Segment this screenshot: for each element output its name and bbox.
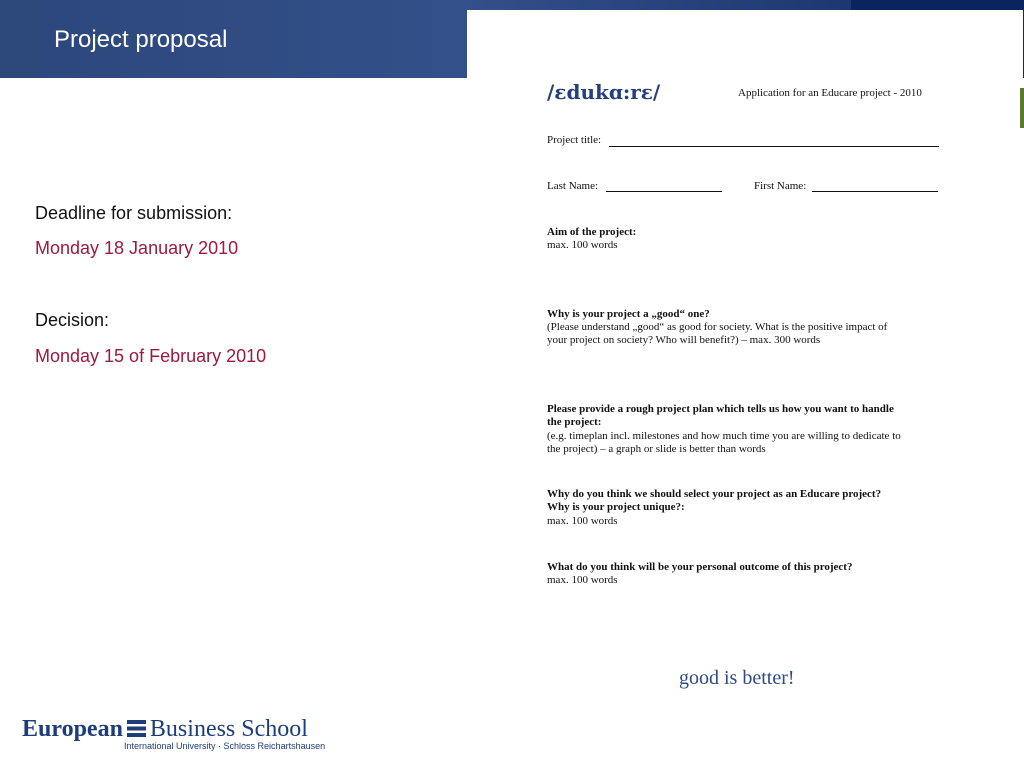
deadline-label: Deadline for submission:	[35, 203, 233, 223]
decision-value: Monday 15 of February 2010	[35, 346, 267, 366]
q3-note-1: (e.g. timeplan incl. milestones and how much time you are willing to dedicate to	[547, 430, 901, 442]
q2-title: Why is your project a „good“ one?	[547, 308, 710, 320]
q5-title: What do you think will be your personal outcome of this project?	[547, 561, 853, 573]
q2-note-1: (Please understand „good“ as good for society. What is the positive impact of	[547, 321, 888, 333]
project-title-line	[609, 146, 939, 147]
q3-note-2: the project) – a graph or slide is better than words	[547, 443, 766, 455]
q4-title-1: Why do you think we should select your project as an Educare project?	[547, 488, 882, 500]
slogan: good is better!	[679, 667, 795, 689]
q3-title-2: the project:	[547, 416, 602, 428]
q5-note: max. 100 words	[547, 574, 618, 586]
application-form-image	[467, 10, 1023, 750]
decision-label: Decision:	[35, 310, 110, 330]
project-title-label: Project title:	[547, 134, 602, 146]
q2-note-2: your project on society? Who will benefit?) – max. 300 words	[547, 334, 821, 346]
q1-title: Aim of the project:	[547, 226, 637, 238]
deadline-value: Monday 18 January 2010	[35, 238, 239, 258]
first-name-line	[812, 191, 938, 192]
q3-title-1: Please provide a rough project plan which tells us how you want to handle	[547, 403, 894, 415]
logo-text-european: European	[22, 716, 123, 742]
q4-title-2: Why is your project unique?:	[547, 501, 685, 513]
q4-note: max. 100 words	[547, 515, 618, 527]
q1-note: max. 100 words	[547, 239, 618, 251]
form-heading: Application for an Educare project - 2010	[738, 87, 922, 99]
image-edge-accent	[1020, 88, 1024, 128]
european-business-school-logo	[22, 716, 325, 751]
three-bars-icon	[127, 720, 146, 737]
slide-title: Project proposal	[54, 26, 228, 53]
educare-logo: /ɛdukɑ:rɛ/	[547, 80, 661, 104]
last-name-label: Last Name:	[547, 180, 599, 192]
logo-text-business-school: Business School	[149, 716, 308, 742]
logo-subtitle: International University · Schloss Reichartshausen	[124, 741, 326, 751]
last-name-line	[606, 191, 722, 192]
first-name-label: First Name:	[754, 180, 807, 192]
